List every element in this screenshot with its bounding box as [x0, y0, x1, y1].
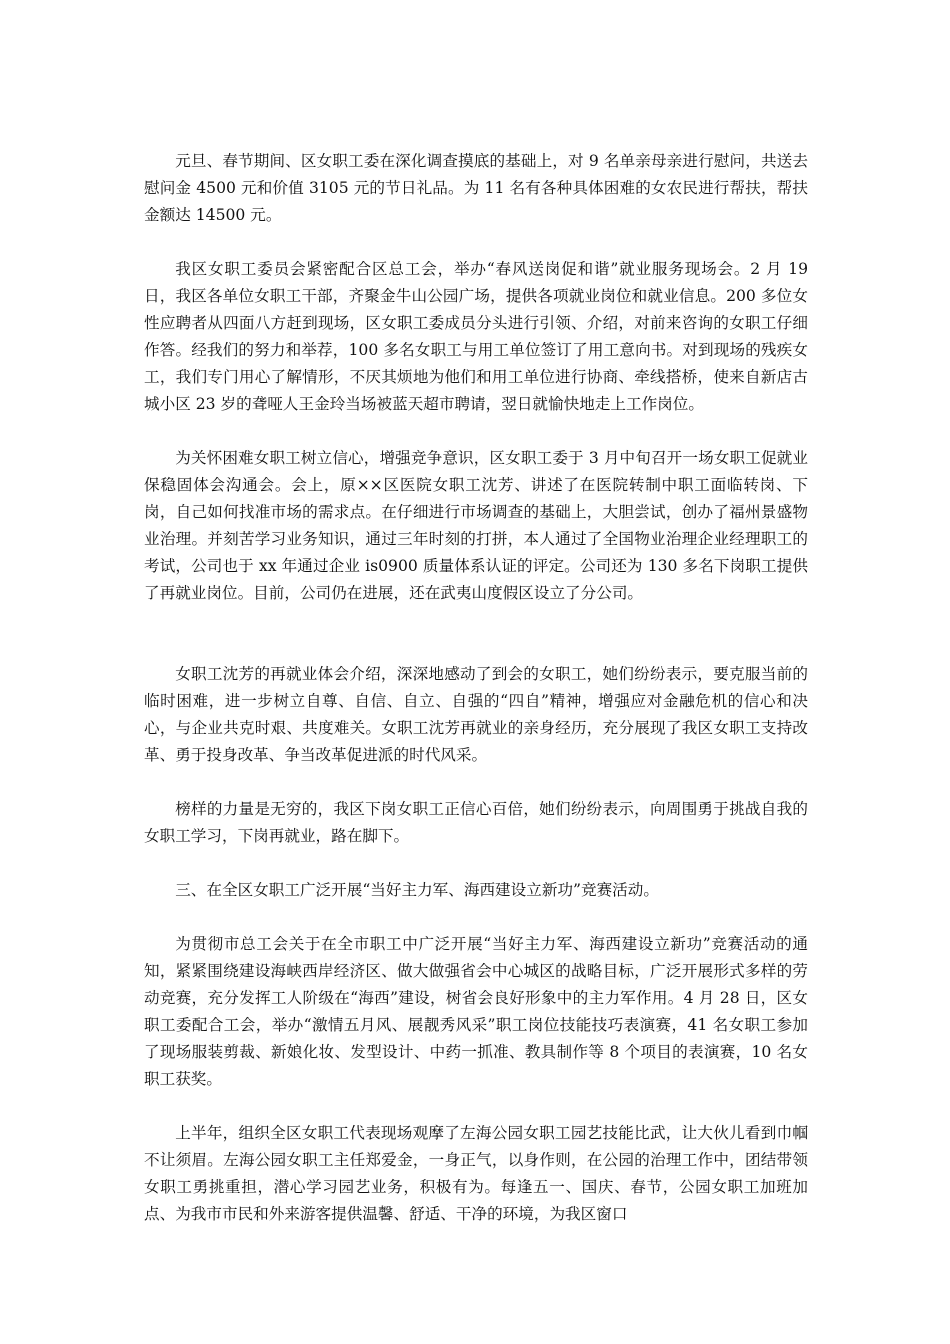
paragraph-reemployment-meeting: 为关怀困难女职工树立信心，增强竞争意识，区女职工委于 3 月中旬召开一场女职工促就业保稳固体会沟通会。会上，原××区医院女职工沈芳、讲述了在医院转制中职工面临转岗、下岗，自己如何找准市场的需求点。在仔细进行市场调查的基础上，大胆尝试，创办了福州景盛物业治理。并刻苦学习业务知识，通过三年时刻的打拼，本人通过了全国物业治理企业经理职工的考试，公司也于 xx 年通过企业 is0900 质量体系认证的评定。公司还为 130 多名下岗职工提供了再就业岗位。目前，公司仍在进展，还在武夷山度假区设立了分公司。	[144, 449, 808, 602]
paragraph-condolence-visits: 元旦、春节期间、区女职工委在深化调查摸底的基础上，对 9 名单亲母亲进行慰问，共送去慰问金 4500 元和价值 3105 元的节日礼品。为 11 名有各种具体困难的女农民进行帮扶，帮扶金额达 14500 元。	[144, 152, 808, 224]
paragraph-skills-competition: 为贯彻市总工会关于在全市职工中广泛开展“当好主力军、海西建设立新功”竞赛活动的通知，紧紧围绕建设海峡西岸经济区、做大做强省会中心城区的战略目标，广泛开展形式多样的劳动竞赛，充分发挥工人阶级在“海西”建设，树省会良好形象中的主力军作用。4 月 28 日，区女职工委配合工会，举办“激情五月风、展靓秀风采”职工岗位技能技巧表演赛，41 名女职工参加了现场服装剪裁、新娘化妆、发型设计、中药一抓准、教具制作等 8 个项目的表演赛，10 名女职工获奖。	[144, 935, 808, 1088]
paragraph-job-fair: 我区女职工委员会紧密配合区总工会，举办“春风送岗促和谐”就业服务现场会。2 月 19 日，我区各单位女职工干部，齐聚金牛山公园广场，提供各项就业岗位和就业信息。200 多位女性应聘者从四面八方赶到现场，区女职工委成员分头进行引领、介绍，对前来咨询的女职工仔细作答。经我们的努力和举荐，100 多名女职工与用工单位签订了用工意向书。对到现场的残疾女工，我们专门用心了解情形，不厌其烦地为他们和用工单位进行协商、牵线搭桥，使来自新店古城小区 23 岁的聋哑人王金玲当场被蓝天超市聘请，翌日就愉快地走上工作岗位。	[144, 260, 808, 413]
paragraph-role-models: 榜样的力量是无穷的，我区下岗女职工正信心百倍，她们纷纷表示，向周围勇于挑战自我的女职工学习，下岗再就业，路在脚下。	[144, 800, 808, 845]
paragraph-shen-fang-experience: 女职工沈芳的再就业体会介绍，深深地感动了到会的女职工，她们纷纷表示，要克服当前的临时困难，进一步树立自尊、自信、自立、自强的“四自”精神，增强应对金融危机的信心和决心，与企业共克时艰、共度难关。女职工沈芳再就业的亲身经历，充分展现了我区女职工支持改革、勇于投身改革、争当改革促进派的时代风采。	[144, 665, 808, 764]
section-heading-competition: 三、在全区女职工广泛开展“当好主力军、海西建设立新功”竞赛活动。	[175, 881, 659, 899]
document-body	[144, 148, 808, 1255]
paragraph-zuohai-park: 上半年，组织全区女职工代表现场观摩了左海公园女职工园艺技能比武，让大伙儿看到巾帼不让须眉。左海公园女职工主任郑爱金，一身正气，以身作则，在公园的治理工作中，团结带领女职工勇挑重担，潜心学习园艺业务，积极有为。每逢五一、国庆、春节，公园女职工加班加点、为我市市民和外来游客提供温馨、舒适、干净的环境，为我区窗口	[144, 1124, 808, 1223]
